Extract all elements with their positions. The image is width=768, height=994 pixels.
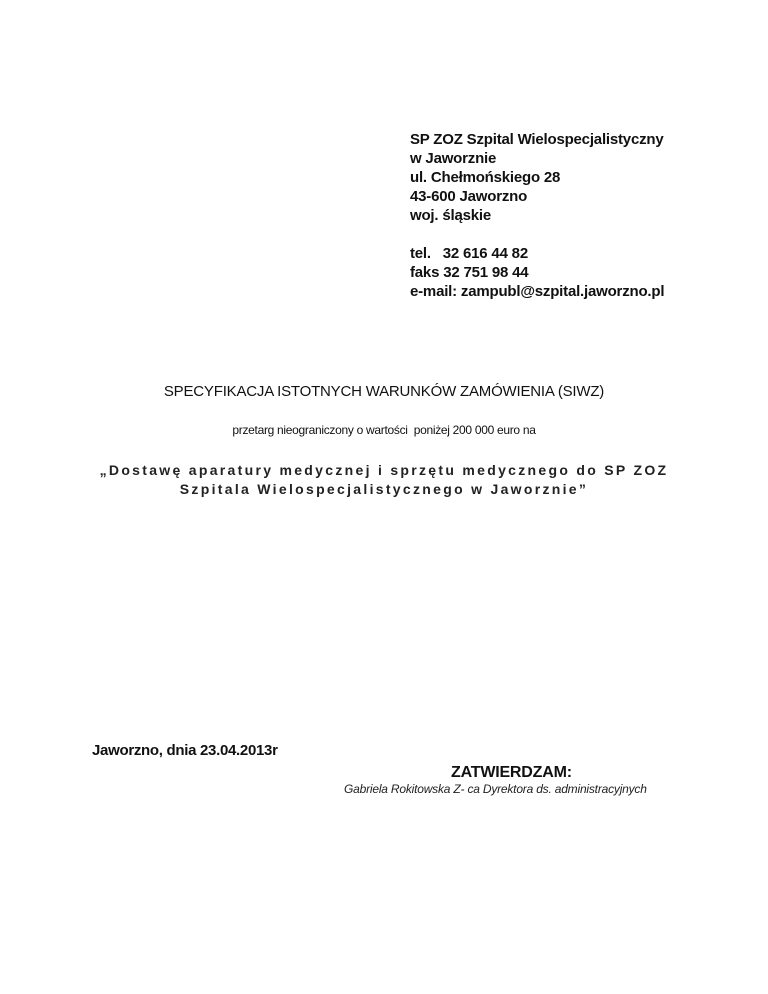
tender-subject	[0, 461, 768, 499]
document-subtitle: przetarg nieograniczony o wartości poniżej 200 000 euro na	[232, 423, 536, 437]
fax: faks 32 751 98 44	[410, 264, 529, 281]
address-block	[410, 130, 664, 301]
postal-code: 43-600 Jaworzno	[410, 188, 528, 205]
spacer	[410, 225, 664, 244]
tender-subject-line-1: „Dostawę aparatury medycznej i sprzętu medycznego do SP ZOZ	[99, 462, 669, 478]
approval-heading: ZATWIERDZAM:	[451, 764, 572, 781]
street-address: ul. Chełmońskiego 28	[410, 169, 561, 186]
institution-name: SP ZOZ Szpital Wielospecjalistyczny	[410, 131, 664, 148]
region: woj. śląskie	[410, 207, 491, 224]
document-title: SPECYFIKACJA ISTOTNYCH WARUNKÓW ZAMÓWIENIA (SIWZ)	[163, 383, 605, 400]
email: e-mail: zampubl@szpital.jaworzno.pl	[410, 283, 665, 300]
tender-subject-line-2: Szpitala Wielospecjalistycznego w Jaworznie”	[179, 481, 589, 497]
institution-city-line: w Jaworznie	[410, 150, 497, 167]
document-date: Jaworzno, dnia 23.04.2013r	[92, 742, 278, 759]
phone: tel. 32 616 44 82	[410, 245, 528, 262]
signer-name: Gabriela Rokitowska Z- ca Dyrektora ds. administracyjnych	[344, 782, 647, 796]
